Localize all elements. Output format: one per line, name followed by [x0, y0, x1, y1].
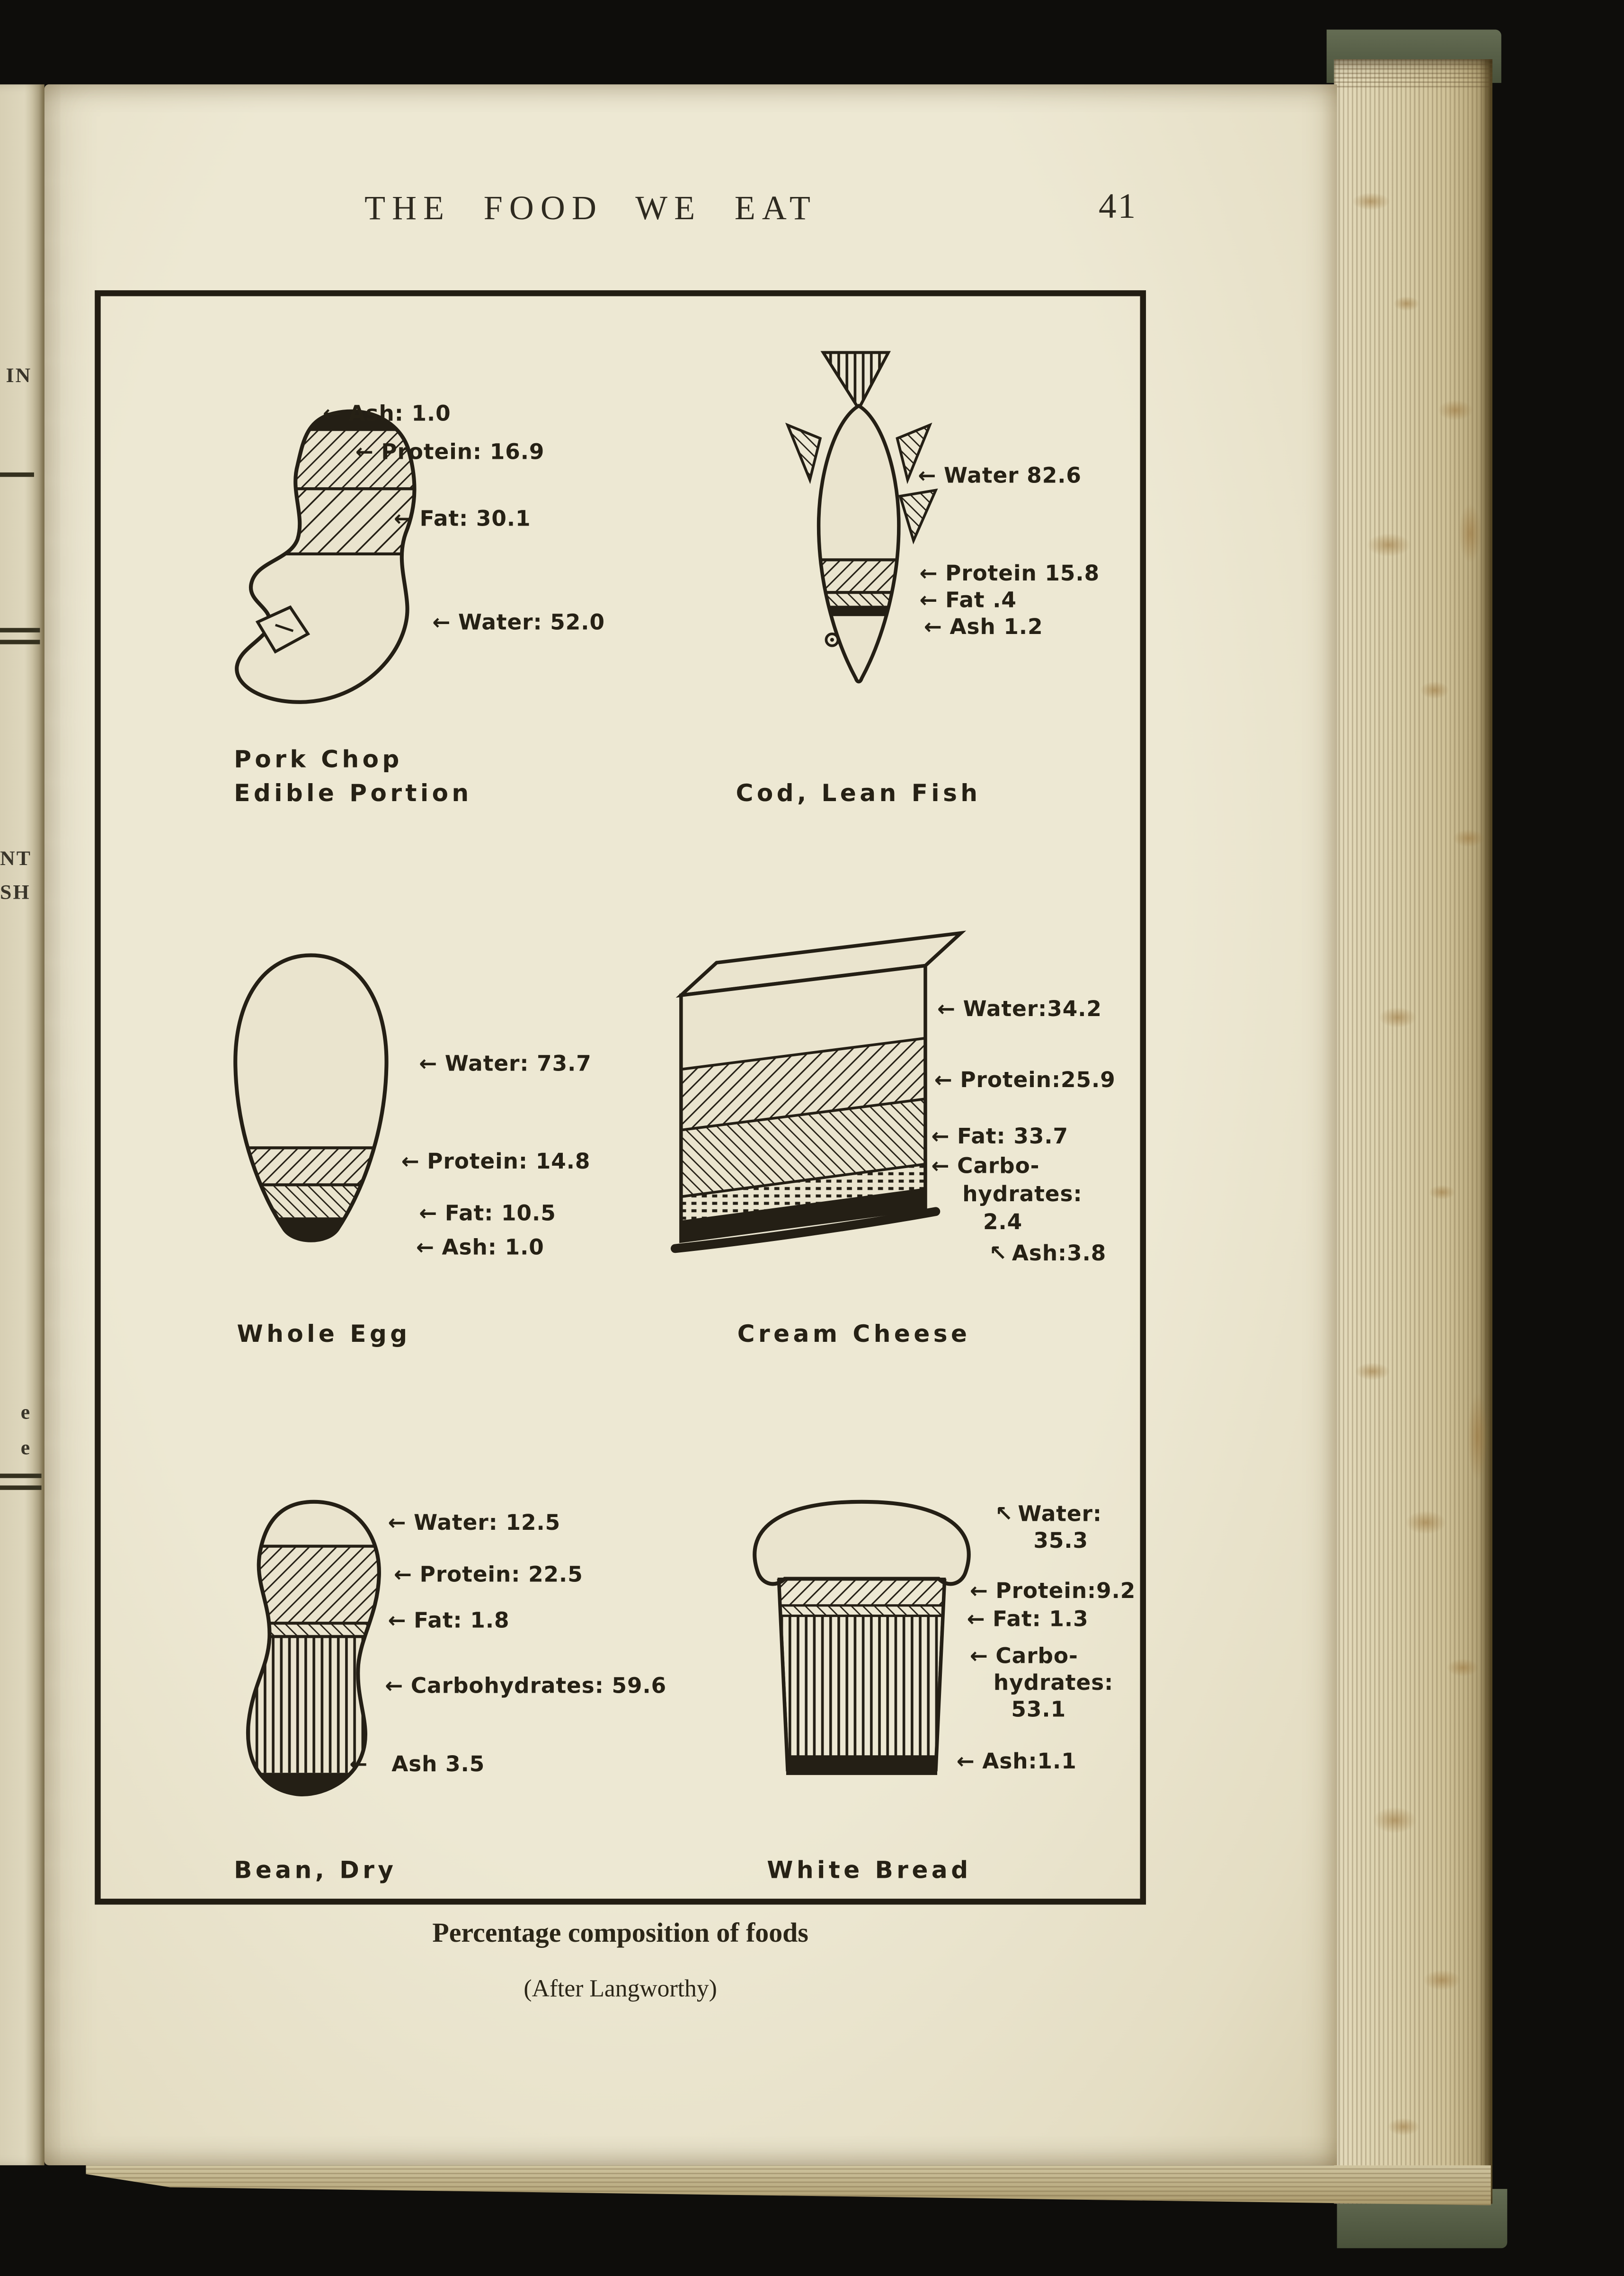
annotation-text: Protein 15.8: [945, 562, 1100, 587]
bread-water-annotation-line1: [995, 1503, 1102, 1527]
annotation-text: Ash:1.1: [982, 1750, 1077, 1775]
annotation-text: Water:34.2: [963, 998, 1102, 1022]
arrow-left-icon: [970, 1645, 996, 1669]
page-fore-edge-stack: [1334, 59, 1492, 2204]
cheese-carbohydrate-annotation-line2: [962, 1183, 1082, 1207]
arrow-left-icon: [323, 403, 349, 427]
arrow-left-icon: [937, 998, 963, 1022]
annotation-text: hydrates:: [993, 1672, 1114, 1696]
annotation-text: Water: 12.5: [414, 1512, 561, 1536]
foxing-spot: [1420, 681, 1450, 699]
foxing-spot: [1393, 296, 1420, 311]
annotation-text: Carbo-: [995, 1645, 1078, 1669]
bean-water-annotation: [388, 1512, 561, 1536]
foxing-spot: [1467, 1392, 1488, 1481]
arrow-left-icon: [918, 465, 944, 489]
annotation-text: Protein:25.9: [960, 1069, 1116, 1093]
annotation-text: Fat: 1.3: [993, 1608, 1089, 1633]
egg-fat-band: [222, 1185, 399, 1217]
margin-text-fragment: e: [20, 1438, 32, 1461]
arrow-left-icon: [932, 1125, 958, 1149]
foxing-spot: [1429, 1185, 1455, 1199]
cod-tail-fin: [823, 352, 888, 409]
bread-carbohydrate-annotation-line2: [994, 1672, 1113, 1696]
figure-caption: Percentage composition of foods: [432, 1919, 808, 1949]
bread-carbohydrate-annotation-line3: [1011, 1699, 1066, 1723]
bread-ash-annotation: [957, 1750, 1077, 1774]
margin-text-fragment: e: [20, 1402, 32, 1425]
bread-crown: [754, 1502, 968, 1584]
annotation-text: Fat .4: [945, 589, 1017, 613]
margin-rule-fragment: [0, 1473, 42, 1477]
annotation-text: Ash 1.2: [950, 616, 1043, 640]
cheese-carbohydrate-annotation-line1: [932, 1155, 1040, 1179]
page-number: 41: [1098, 188, 1137, 227]
arrow-left-icon: [355, 441, 382, 465]
margin-rule-fragment: [0, 640, 40, 643]
arrow-left-icon: [970, 1580, 996, 1604]
annotation-text: Fat: 33.7: [957, 1125, 1068, 1150]
foxing-spot: [1387, 2118, 1420, 2136]
white-bread-label: White Bread: [767, 1856, 972, 1884]
annotation-text: Protein: 22.5: [419, 1564, 583, 1588]
bread-fat-band: [780, 1606, 943, 1616]
annotation-text: 53.1: [1011, 1698, 1066, 1723]
cheese-water-annotation: [937, 998, 1102, 1022]
foxing-spot: [1378, 1007, 1417, 1028]
arrow-left-icon: [919, 563, 945, 587]
cod-fat-annotation: [919, 589, 1016, 613]
annotation-text: hydrates:: [962, 1183, 1083, 1207]
bean-fat-annotation: [388, 1610, 510, 1633]
foxing-spot: [1453, 830, 1485, 848]
arrow-left-icon: [919, 589, 945, 613]
cream-cheese-figure: [669, 918, 973, 1256]
arrow-left-icon: [932, 1155, 958, 1179]
arrow-left-icon: [416, 1237, 442, 1260]
annotation-text: Water:: [1018, 1503, 1102, 1527]
bean-carbohydrate-annotation: [385, 1675, 666, 1699]
cod-water-annotation: [918, 465, 1082, 489]
cod-label: Cod, Lean Fish: [736, 779, 981, 807]
annotation-text: Protein: 14.8: [427, 1151, 591, 1175]
foxing-spot: [1458, 504, 1482, 563]
pork-chop-label-line1: Pork Chop: [234, 745, 403, 773]
bean-label: Bean, Dry: [234, 1856, 397, 1884]
arrow-left-icon: [394, 508, 420, 532]
arrow-left-icon: [967, 1608, 993, 1632]
cod-fin: [788, 425, 820, 480]
annotation-text: Carbo-: [957, 1155, 1040, 1179]
cheese-ash-annotation: [989, 1242, 1107, 1266]
annotation-text: Protein:9.2: [995, 1580, 1136, 1604]
facing-page-sliver: [0, 84, 44, 2165]
arrow-up-left-icon: [995, 1503, 1018, 1527]
arrow-left-icon: [432, 612, 458, 635]
pork-chop-fat-annotation: [394, 508, 531, 532]
arrow-left-icon: [394, 1564, 420, 1588]
margin-text-fragment: SH: [0, 883, 31, 905]
bean-ash-annotation: [349, 1754, 485, 1777]
arrow-left-icon: [388, 1610, 414, 1633]
annotation-text: Ash:3.8: [1012, 1242, 1107, 1267]
arrow-left-icon: [934, 1069, 960, 1093]
cod-figure: [770, 344, 948, 699]
cod-ash-annotation: [924, 616, 1043, 640]
bread-protein-band: [779, 1579, 944, 1605]
annotation-text: Ash 3.5: [391, 1753, 485, 1777]
margin-text-fragment: IN: [6, 366, 32, 388]
bread-carbohydrate-annotation-line1: [970, 1645, 1078, 1669]
foxing-spot: [1405, 1511, 1447, 1535]
cream-cheese-label: Cream Cheese: [737, 1320, 971, 1348]
pork-chop-water-annotation: [432, 612, 605, 635]
egg-ash-band: [222, 1217, 399, 1254]
bread-carbohydrate-band: [781, 1616, 942, 1757]
foxing-spot: [1423, 1970, 1461, 1990]
arrow-left-icon: [388, 1512, 414, 1536]
pork-chop-protein-annotation: [355, 441, 545, 465]
cod-fin: [900, 490, 936, 540]
margin-text-fragment: NT: [0, 848, 32, 871]
annotation-text: Ash: 1.0: [348, 402, 451, 427]
arrow-left-icon: [385, 1675, 411, 1699]
foxing-spot: [1367, 533, 1411, 557]
margin-rule-fragment: [0, 1485, 42, 1489]
annotation-text: Carbohydrates: 59.6: [410, 1675, 667, 1699]
whole-egg-figure: [222, 951, 399, 1254]
arrow-left-icon: [924, 616, 950, 640]
foxing-spot: [1447, 1659, 1479, 1677]
cheese-protein-annotation: [934, 1069, 1116, 1093]
white-bread-figure: [737, 1493, 986, 1777]
margin-rule-fragment: [0, 473, 34, 476]
bean-protein-annotation: [394, 1564, 583, 1588]
annotation-text: 35.3: [1033, 1530, 1089, 1554]
bread-fat-annotation: [967, 1608, 1089, 1632]
bean-carbohydrate-band: [237, 1636, 392, 1773]
annotation-text: Water 82.6: [943, 465, 1082, 489]
annotation-text: Fat: 1.8: [414, 1610, 510, 1634]
egg-protein-annotation: [401, 1151, 591, 1174]
arrow-left-icon: [401, 1151, 427, 1174]
pork-chop-label-line2: Edible Portion: [234, 779, 472, 807]
running-head-title: THE FOOD WE EAT: [364, 189, 817, 227]
annotation-text: Fat: 10.5: [444, 1202, 556, 1226]
foxing-spot: [1355, 1363, 1390, 1381]
arrow-left-icon: [957, 1750, 983, 1774]
page-top-edges: [1334, 59, 1492, 89]
bread-protein-annotation: [970, 1580, 1136, 1604]
egg-fat-annotation: [419, 1203, 556, 1226]
annotation-text: Fat: 30.1: [419, 508, 531, 532]
page-bottom-edges: [86, 2165, 1491, 2205]
pork-chop-ash-annotation: [323, 403, 451, 427]
figure-caption-credit: (After Langworthy): [524, 1974, 717, 2003]
annotation-text: Water: 73.7: [444, 1053, 592, 1077]
cheese-fat-annotation: [932, 1125, 1068, 1149]
bread-water-annotation-line2: [1033, 1530, 1088, 1553]
foxing-spot: [1373, 1807, 1417, 1833]
foxing-spot: [1352, 193, 1390, 211]
arrow-left-icon: [419, 1053, 445, 1077]
whole-egg-label: Whole Egg: [237, 1320, 411, 1348]
egg-water-annotation: [419, 1053, 592, 1077]
bread-ash-band: [788, 1757, 936, 1771]
egg-ash-annotation: [416, 1237, 544, 1260]
arrow-up-left-icon: [989, 1242, 1012, 1266]
annotation-text: Protein: 16.9: [381, 441, 545, 465]
cheese-carbohydrate-annotation-line3: [983, 1212, 1022, 1235]
margin-rule-fragment: [0, 628, 40, 632]
arrow-left-icon: [419, 1203, 445, 1226]
arrow-left-icon: [349, 1754, 391, 1777]
annotation-text: Ash: 1.0: [442, 1236, 544, 1260]
cod-protein-annotation: [919, 563, 1100, 587]
annotation-text: Water: 52.0: [458, 611, 605, 635]
foxing-spot: [1438, 400, 1473, 421]
annotation-text: 2.4: [983, 1211, 1023, 1235]
